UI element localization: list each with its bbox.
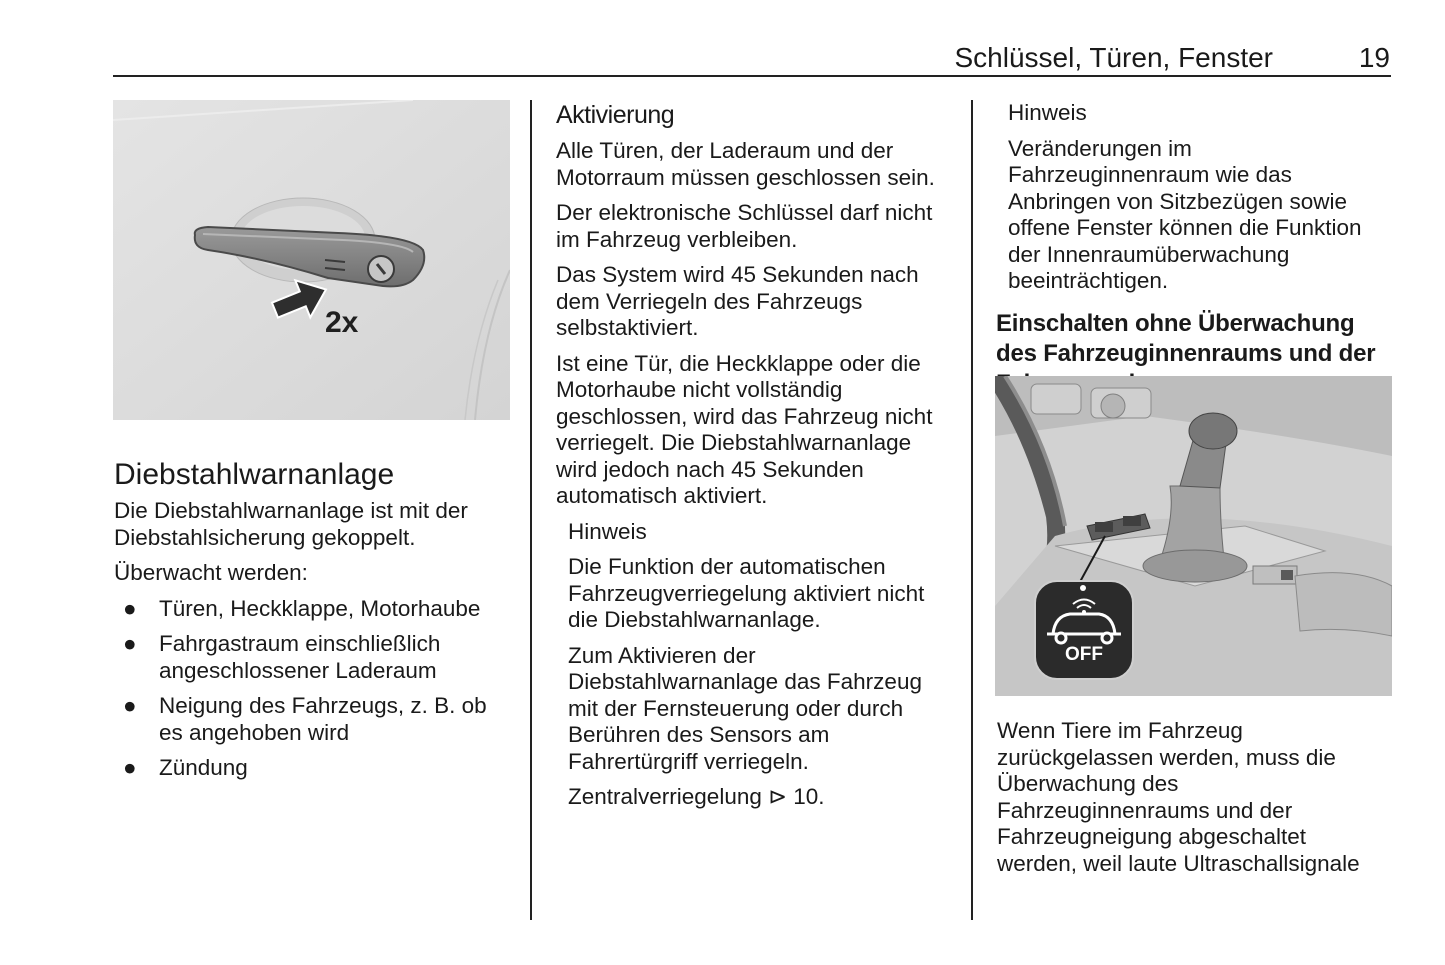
note-box <box>996 100 1396 295</box>
right-column-bottom <box>997 718 1392 886</box>
list-item: ● Zündung <box>123 755 248 780</box>
bullet-icon: ● <box>123 693 137 718</box>
note-label: Hinweis <box>1008 100 1087 125</box>
paragraph: Alle Türen, der Laderaum und der Motorraum müssen geschlossen sein. <box>556 138 935 190</box>
page-number: 19 <box>1358 42 1390 73</box>
list-item: ● Türen, Heckklappe, Motorhaube <box>123 595 481 621</box>
list-item: ● Neigung des Fahrzeugs, z. B. ob es angehoben wird <box>123 693 487 745</box>
section-heading-activation: Aktivierung <box>556 101 675 129</box>
alarm-intro: Die Diebstahlwarnanlage ist mit der Diebstahlsicherung gekoppelt. <box>114 498 468 550</box>
page-reference-icon: ⊳ <box>768 784 787 809</box>
column-divider-left <box>530 100 532 920</box>
paragraph: Ist eine Tür, die Heckklappe oder die Motorhaube nicht vollständig geschlossen, wird das Fahrzeug nicht verriegelt. Die Diebstahlwarnanlage wird jedoch nach 45 Sekunden automatisch aktiviert. <box>556 350 933 508</box>
paragraph: Der elektronische Schlüssel darf nicht im Fahrzeug verbleiben. <box>556 200 933 252</box>
middle-column <box>556 100 956 820</box>
bullet-icon: ● <box>123 595 137 621</box>
note-paragraph: Zum Aktivieren der Diebstahlwarnanlage das Fahrzeug mit der Fernsteuerung oder durch Berühren des Sensors am Fahrertürgriff verriegeln. <box>568 642 922 774</box>
off-button-label: OFF <box>1065 644 1103 665</box>
note-label: Hinweis <box>568 518 647 544</box>
section-heading-disable-monitoring: Einschalten ohne Überwachung des Fahrzeuginnenraums und der <box>996 309 1376 367</box>
list-item: ● Fahrgastraum einschließlich angeschlossener Laderaum <box>123 631 441 683</box>
bullet-icon: ● <box>123 631 137 656</box>
section-heading-alarm: Diebstahlwarnanlage <box>114 458 395 491</box>
column-divider-right <box>971 100 973 920</box>
monitored-label: Überwacht werden: <box>114 560 308 585</box>
right-column-top <box>996 100 1396 407</box>
bullet-icon: ● <box>123 755 137 780</box>
interior-monitoring-figure <box>995 376 1392 696</box>
header-rule <box>113 75 1391 77</box>
note-paragraph: Die Funktion der automatischen Fahrzeugverriegelung aktiviert nicht die Diebstahlwarnanlage. <box>568 554 925 632</box>
paragraph: Wenn Tiere im Fahrzeug zurückgelassen werden, muss die Überwachung des Fahrzeuginnenraums und der Fahrzeugneigung abgeschaltet werden, weil laute Ultraschallsignale <box>997 718 1360 876</box>
note-paragraph: Veränderungen im Fahrzeuginnenraum wie das Anbringen von Sitzbezügen sowie offene Fenster können die Funktion der Innenraumüberwachung beeinträchtigen. <box>1008 135 1362 293</box>
press-count-label: 2x <box>325 306 359 339</box>
running-header-title: Schlüssel, Türen, Fenster <box>954 42 1273 73</box>
cross-reference: Zentralverriegelung ⊳ 10. <box>568 784 825 809</box>
left-column <box>114 458 514 791</box>
note-box <box>556 519 956 811</box>
paragraph: Das System wird 45 Sekunden nach dem Verriegeln des Fahrzeugs selbstaktiviert. <box>556 262 919 340</box>
monitored-list <box>114 596 514 782</box>
door-handle-figure <box>113 100 510 420</box>
